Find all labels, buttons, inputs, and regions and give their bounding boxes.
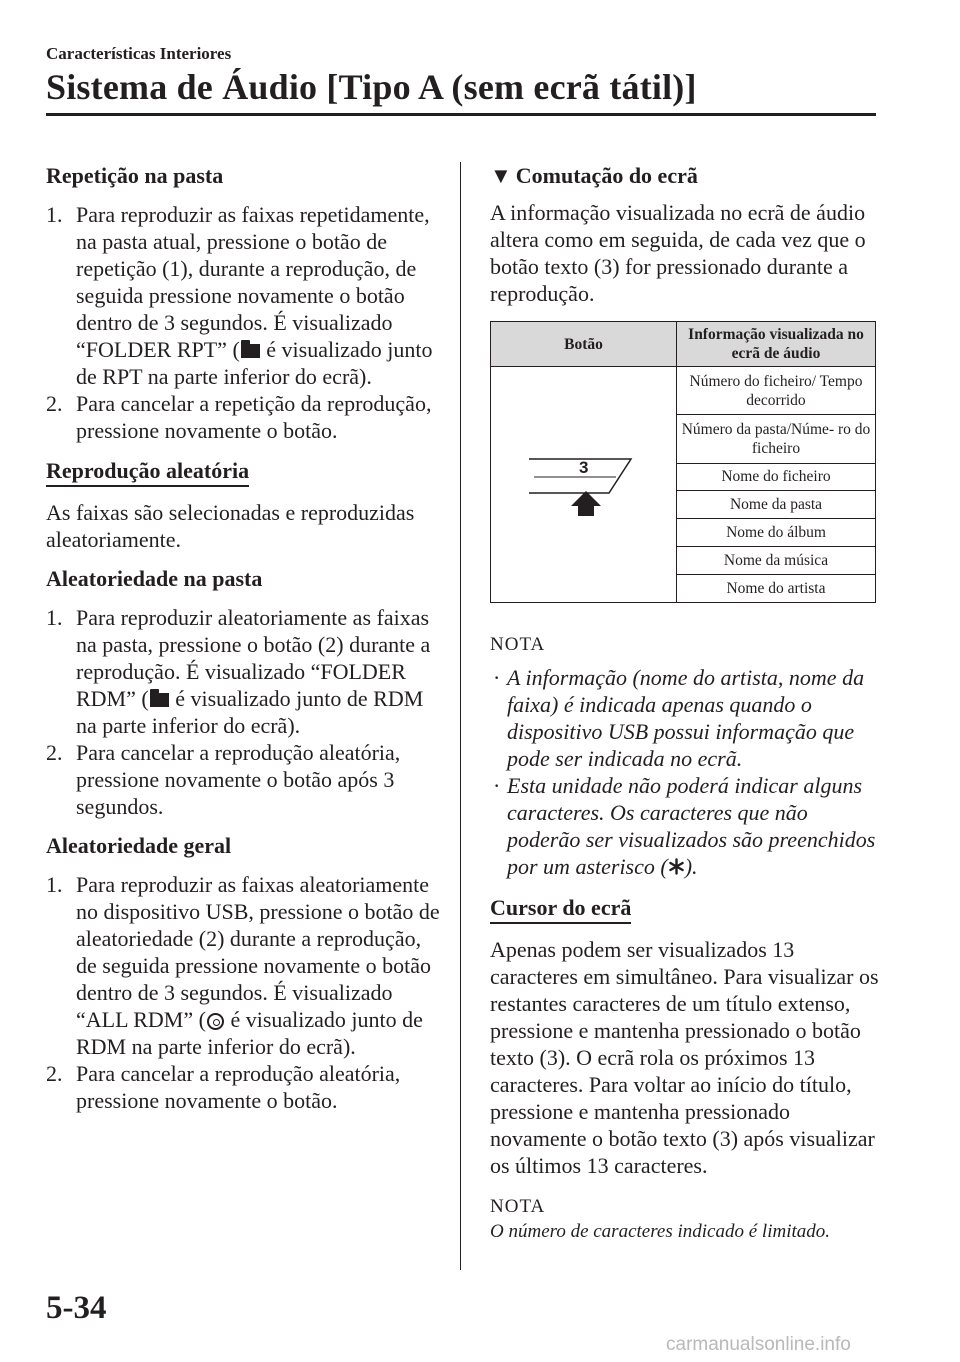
note-bullet-end: ).: [684, 854, 698, 879]
note-label: NOTA: [490, 634, 546, 655]
page-title: Sistema de Áudio [Tipo A (sem ecrã tátil)]: [46, 67, 697, 107]
bullet-dot: ·: [493, 773, 501, 798]
table-row: [491, 367, 876, 415]
step-text: Para cancelar a reprodução aleatória, pressione novamente o botão após 3 segundos.: [76, 740, 401, 819]
note-bullet-text: A informação (nome do artista, nome da faixa) é indicada apenas quando o dispositivo USB possui informação que pode ser indicada no ecrã.: [507, 665, 865, 771]
text-button-illustration: [491, 367, 676, 597]
triangle-down-icon: ▼: [490, 163, 512, 188]
header-section-label: Características Interiores: [46, 44, 232, 63]
table-header-button: Botão: [491, 322, 677, 367]
table-cell: Número do ficheiro/ Tempo decorrido: [677, 367, 876, 415]
table-cell: Nome do ficheiro: [677, 463, 876, 491]
all-random-step-2: [46, 1060, 441, 1114]
table-header-info: Informação visualizada no ecrã de áudio: [677, 322, 876, 367]
folder-icon: [150, 693, 169, 707]
press-arrow-icon: [571, 491, 601, 516]
asterisk-icon: [668, 858, 685, 875]
step-text: Para reproduzir as faixas repetidamente, na pasta atual, pressione o botão de repetição (1), durante a reprodução, de seguida pressione novamente o botão dentro de 3 segundos. É visualizado “FOLDER RPT” (: [76, 202, 430, 362]
note-label: NOTA: [490, 1196, 546, 1217]
table-cell: Nome do artista: [677, 575, 876, 603]
table-header-row: [491, 322, 876, 367]
step-text: é visualizado junto de RPT na parte inferior do ecrã).: [76, 337, 433, 389]
note-text: O número de caracteres indicado é limitado.: [490, 1221, 830, 1242]
header-rule: [46, 113, 876, 116]
display-info-table: [490, 321, 876, 603]
folder-icon: [241, 344, 260, 358]
cursor-text: Apenas podem ser visualizados 13 caracteres em simultâneo. Para visualizar os restantes caracteres de um título extenso, pressione e mantenha pressionado o botão texto (3). O ecrã rola os próximos 13 caracteres. Para voltar ao início do título, pressione e mantenha pressionado novamente o botão texto (3) após visualizar os últimos 13 caracteres.: [490, 937, 879, 1178]
table-cell: Nome da pasta: [677, 491, 876, 519]
step-number: 2.: [46, 391, 63, 416]
step-number: 2.: [46, 1061, 63, 1086]
folder-random-step-2: [46, 739, 441, 820]
step-text: é visualizado junto de RDM na parte inferior do ecrã).: [76, 686, 424, 738]
note-bullet-text: Esta unidade não poderá indicar alguns caracteres. Os caracteres que não poderão ser visualizados são preenchidos por um asterisco (: [507, 773, 876, 879]
column-divider: [460, 162, 461, 1270]
step-number: 2.: [46, 740, 63, 765]
bullet-dot: ·: [493, 665, 501, 690]
step-text: Para reproduzir as faixas aleatoriamente no dispositivo USB, pressione o botão de aleatoriedade (2) durante a reprodução, de seguida pressione novamente o botão dentro de 3 segundos. É visualizado “ALL RDM” (: [76, 872, 440, 1032]
random-text: As faixas são selecionadas e reproduzidas aleatoriamente.: [46, 500, 415, 552]
folder-repeat-heading: Repetição na pasta: [46, 163, 224, 188]
left-column: [46, 162, 441, 1114]
switch-heading: [490, 162, 880, 189]
step-text: Para cancelar a repetição da reprodução, pressione novamente o botão.: [76, 391, 432, 443]
right-column: [490, 162, 880, 1244]
random-heading: Reprodução aleatória: [46, 457, 249, 487]
folder-random-step-1: [46, 604, 441, 739]
button-number-label: 3: [579, 458, 589, 477]
folder-repeat-step-1: [46, 201, 441, 390]
note-bullet-2: [490, 772, 880, 880]
disc-icon: [207, 1013, 224, 1030]
cursor-heading: Cursor do ecrã: [490, 894, 631, 924]
all-random-step-1: [46, 871, 441, 1060]
step-text: é visualizado junto de RDM na parte inferior do ecrã).: [76, 1007, 423, 1059]
table-cell: Nome da música: [677, 547, 876, 575]
switch-heading-text: Comutação do ecrã: [515, 163, 698, 188]
button-illustration-cell: [491, 367, 677, 603]
folder-repeat-step-2: [46, 390, 441, 444]
page-number: 5-34: [46, 1290, 107, 1326]
step-text: Para reproduzir aleatoriamente as faixas na pasta, pressione o botão (2) durante a reprodução. É visualizado “FOLDER RDM” (: [76, 605, 431, 711]
step-number: 1.: [46, 202, 63, 227]
step-text: Para cancelar a reprodução aleatória, pressione novamente o botão.: [76, 1061, 401, 1113]
all-random-heading: Aleatoriedade geral: [46, 833, 232, 858]
folder-random-heading: Aleatoriedade na pasta: [46, 566, 263, 591]
step-number: 1.: [46, 605, 63, 630]
table-cell: Número da pasta/Núme- ro do ficheiro: [677, 415, 876, 463]
note-bullet-1: [490, 664, 880, 772]
watermark: carmanualsonline.info: [666, 1334, 851, 1355]
step-number: 1.: [46, 872, 63, 897]
switch-text: A informação visualizada no ecrã de áudio altera como em seguida, de cada vez que o botão texto (3) for pressionado durante a reprodução.: [490, 200, 866, 306]
table-cell: Nome do álbum: [677, 519, 876, 547]
